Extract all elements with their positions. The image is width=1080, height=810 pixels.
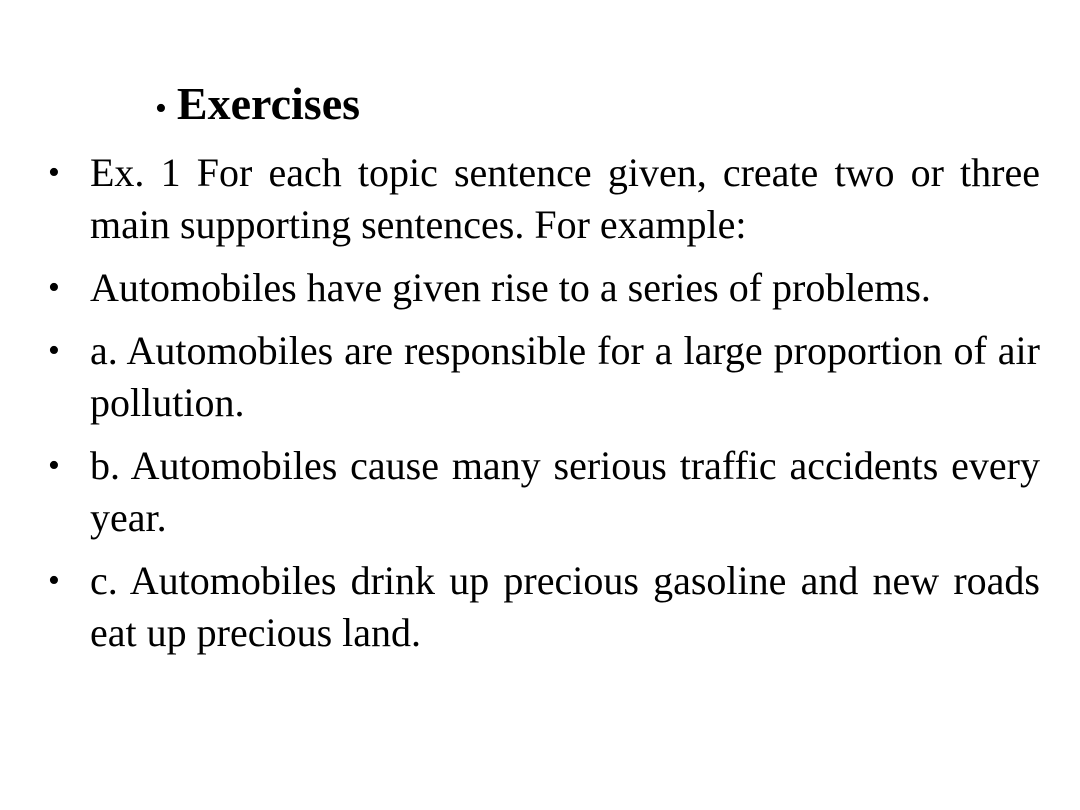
list-item-text: Ex. 1 For each topic sentence given, create two or three main supporting sentences. For example: xyxy=(90,150,1040,247)
list-item-support-c xyxy=(48,555,1040,659)
heading-text: Exercises xyxy=(176,78,361,129)
list-item-text: a. Automobiles are responsible for a large proportion of air pollution. xyxy=(90,328,1040,425)
list-bullet: • xyxy=(48,447,60,484)
list-item-topic-sentence xyxy=(48,262,1040,314)
list-bullet: • xyxy=(48,154,60,191)
list-item-text: b. Automobiles cause many serious traffic accidents every year. xyxy=(90,443,1040,540)
list-bullet: • xyxy=(48,332,60,369)
list-bullet: • xyxy=(48,269,60,306)
list-item-text: c. Automobiles drink up precious gasoline and new roads eat up precious land. xyxy=(90,558,1040,655)
slide-heading xyxy=(155,76,360,137)
list-item-support-a xyxy=(48,325,1040,429)
list-bullet: • xyxy=(48,562,60,599)
list-item-support-b xyxy=(48,440,1040,544)
heading-bullet: • xyxy=(155,90,167,127)
list-item-exercise-instruction xyxy=(48,147,1040,251)
list-item-text: Automobiles have given rise to a series of problems. xyxy=(90,265,931,310)
bullet-list xyxy=(48,147,1040,670)
